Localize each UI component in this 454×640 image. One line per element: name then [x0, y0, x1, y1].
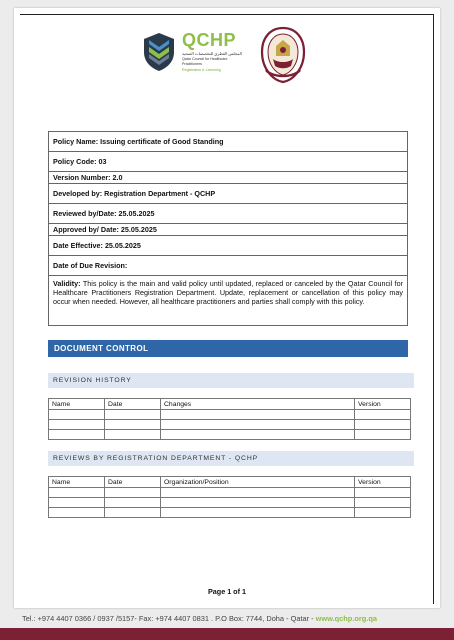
- table-cell: [161, 498, 355, 508]
- due-revision-label: Date of Due Revision:: [53, 261, 128, 270]
- table-cell: [161, 508, 355, 518]
- footer-band: [0, 628, 454, 640]
- table-row: [49, 420, 411, 430]
- developed-by-cell: [49, 184, 408, 204]
- table-cell: [355, 498, 411, 508]
- table-cell: [105, 498, 161, 508]
- column-header: Date: [105, 399, 161, 410]
- table-cell: [355, 410, 411, 420]
- reviews-table: [48, 476, 411, 518]
- table-cell: [49, 430, 105, 440]
- policy-code-value: 03: [98, 157, 107, 166]
- table-cell: [161, 488, 355, 498]
- due-revision-cell: [49, 256, 408, 276]
- footer-contact-text: Tel.: +974 4407 0366 / 0937 /5157- Fax: +974 4407 0831 . P.O Box: 7744, Doha - Qatar -: [22, 614, 316, 623]
- footer-contact: [22, 614, 442, 623]
- reviews-header: REVIEWS BY REGISTRATION DEPARTMENT - QCHP: [48, 451, 414, 466]
- table-cell: [161, 420, 355, 430]
- policy-code-label: Policy Code:: [53, 157, 97, 166]
- qchp-logo: [142, 30, 254, 80]
- table-cell: [355, 430, 411, 440]
- table-cell: [355, 508, 411, 518]
- table-header-row: [49, 477, 411, 488]
- approved-by-label: Approved by/ Date:: [53, 225, 119, 234]
- table-cell: [105, 508, 161, 518]
- table-cell: [105, 430, 161, 440]
- footer-website-link[interactable]: www.qchp.org.qa: [315, 614, 377, 623]
- table-cell: [49, 508, 105, 518]
- document-page: [14, 8, 440, 608]
- revision-history-table: [48, 398, 411, 440]
- developed-by-label: Developed by:: [53, 189, 103, 198]
- column-header: Organization/Position: [161, 477, 355, 488]
- table-row: [49, 410, 411, 420]
- table-cell: [49, 410, 105, 420]
- approved-by-value: 25.05.2025: [120, 225, 157, 234]
- table-row: [49, 488, 411, 498]
- column-header: Name: [49, 477, 105, 488]
- version-number-label: Version Number:: [53, 173, 111, 182]
- date-effective-value: 25.05.2025: [104, 241, 141, 250]
- qchp-arabic-name: المجلس القطري للتخصصات الصحية: [182, 51, 242, 56]
- column-header: Version: [355, 477, 411, 488]
- table-cell: [49, 420, 105, 430]
- date-effective-cell: [49, 236, 408, 256]
- version-number-cell: [49, 172, 408, 184]
- reviewed-by-value: 25.05.2025: [118, 209, 155, 218]
- approved-by-cell: [49, 224, 408, 236]
- qchp-english-name: [182, 57, 228, 66]
- version-number-value: 2.0: [112, 173, 123, 182]
- policy-info-table: [48, 131, 408, 326]
- qchp-registration-label: Registration & Licensing: [182, 68, 221, 72]
- date-effective-label: Date Effective:: [53, 241, 103, 250]
- table-row: [49, 498, 411, 508]
- column-header: Version: [355, 399, 411, 410]
- table-cell: [49, 498, 105, 508]
- document-control-header: DOCUMENT CONTROL: [48, 340, 408, 357]
- qchp-name: QCHP: [182, 30, 237, 50]
- table-cell: [355, 420, 411, 430]
- validity-label: Validity:: [53, 279, 81, 288]
- qchp-shield-icon: [142, 32, 176, 72]
- table-row: [49, 508, 411, 518]
- developed-by-value: Registration Department - QCHP: [104, 189, 216, 198]
- table-cell: [161, 430, 355, 440]
- validity-cell: [49, 276, 408, 326]
- table-cell: [161, 410, 355, 420]
- table-row: [49, 430, 411, 440]
- table-cell: [105, 420, 161, 430]
- reviewed-by-cell: [49, 204, 408, 224]
- policy-name-label: Policy Name:: [53, 137, 99, 146]
- reviewed-by-label: Reviewed by/Date:: [53, 209, 117, 218]
- column-header: Date: [105, 477, 161, 488]
- column-header: Name: [49, 399, 105, 410]
- table-header-row: [49, 399, 411, 410]
- column-header: Changes: [161, 399, 355, 410]
- validity-text: This policy is the main and valid policy until updated, replaced or canceled by the Qatar Council for Healthcare Practitioners Registration Department. Update, replacement or cancellation of this policy may occur when needed. However, all healthcare practitioners and parties shall comply with this policy.: [53, 279, 404, 307]
- page-number: Page 1 of 1: [208, 587, 246, 596]
- qchp-english-line1: Qatar Council for Healthcare: [182, 57, 228, 61]
- table-cell: [49, 488, 105, 498]
- ministry-seal-icon: [260, 26, 306, 84]
- policy-name-cell: [49, 132, 408, 152]
- table-cell: [355, 488, 411, 498]
- policy-name-value: Issuing certificate of Good Standing: [100, 137, 224, 146]
- policy-code-cell: [49, 152, 408, 172]
- revision-history-header: REVISION HISTORY: [48, 373, 414, 388]
- qchp-english-line2: Practitioners: [182, 61, 202, 66]
- table-cell: [105, 410, 161, 420]
- table-cell: [105, 488, 161, 498]
